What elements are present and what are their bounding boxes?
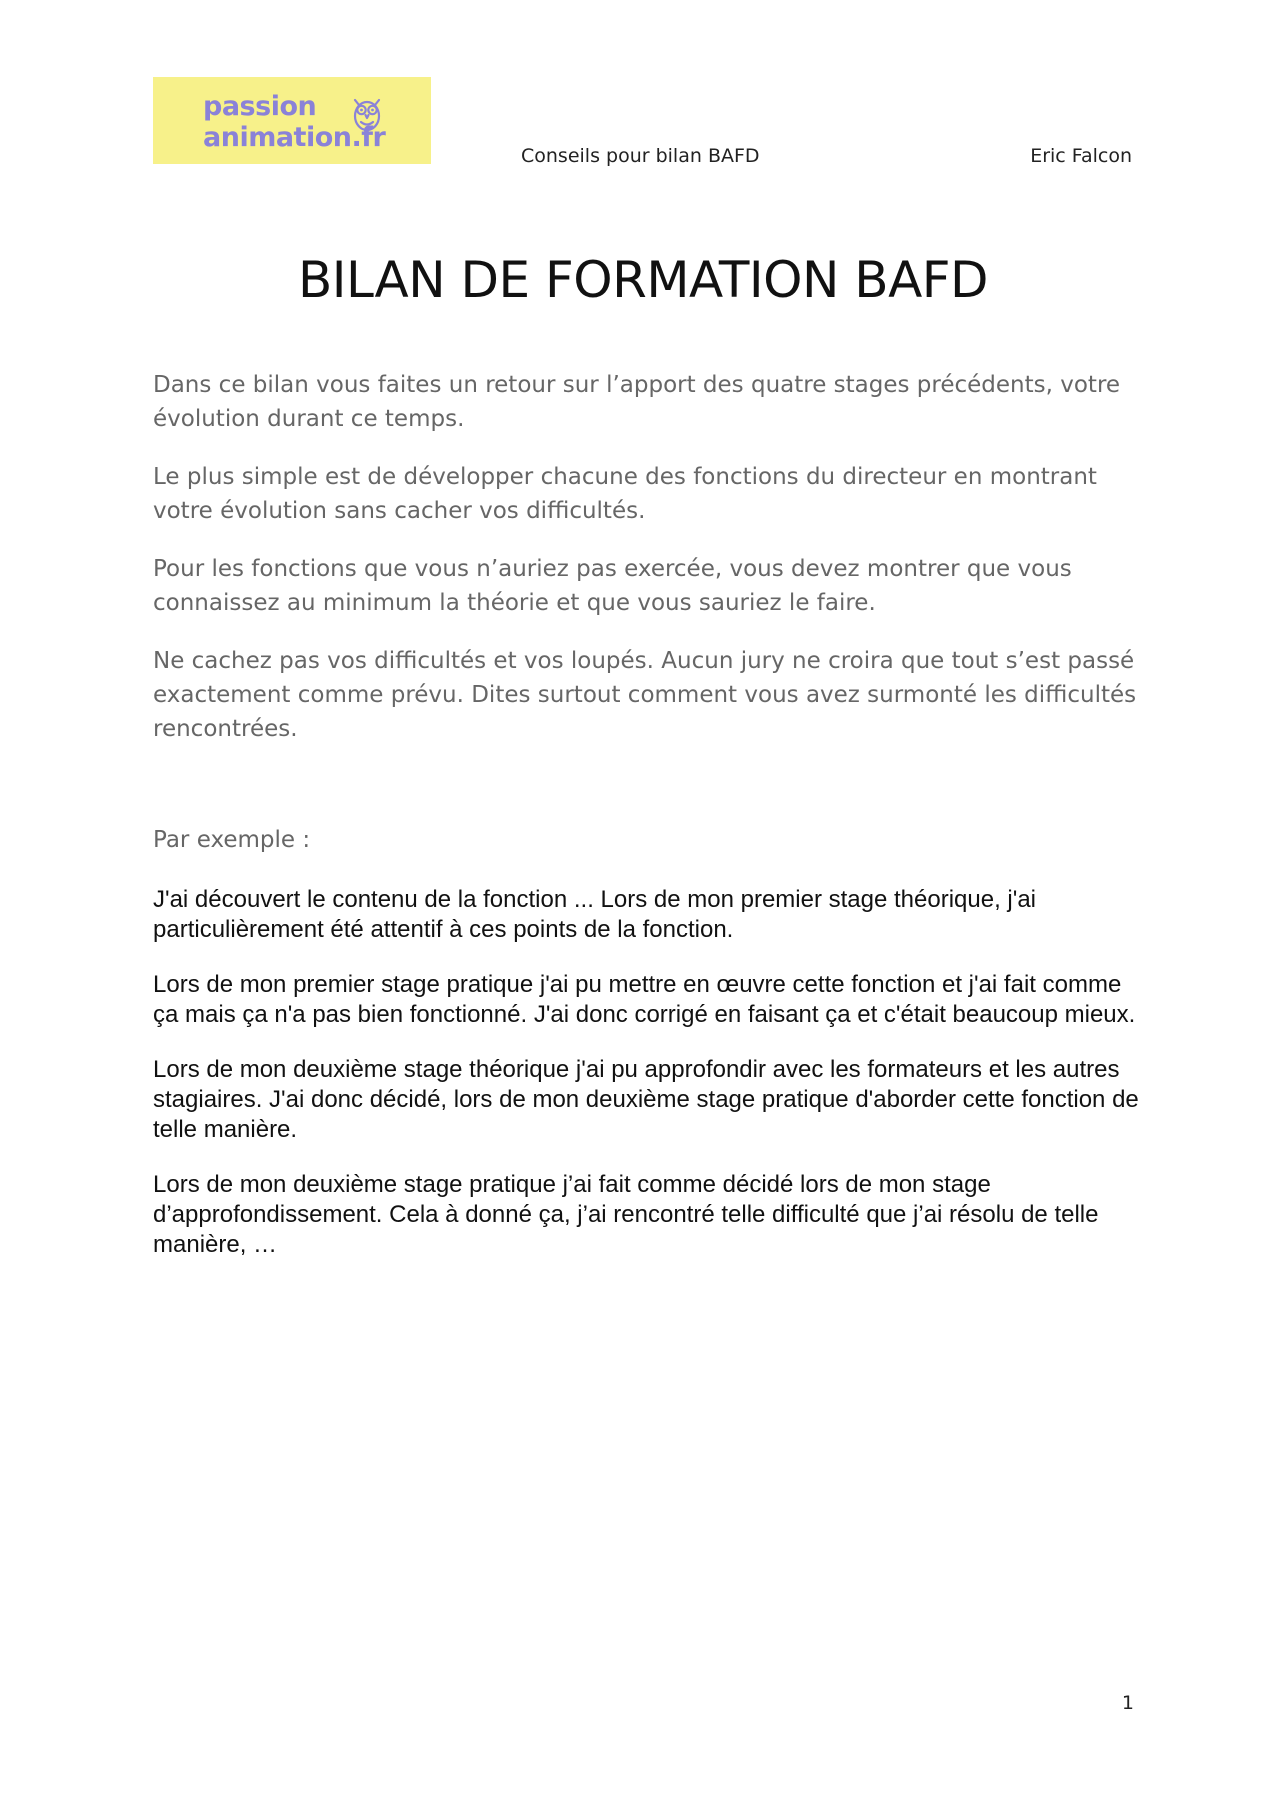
intro-paragraph: Le plus simple est de développer chacune des fonctions du directeur en montrant votre évolution sans cacher vos difficultés. xyxy=(153,464,1097,524)
intro-section xyxy=(153,368,1143,746)
example-paragraph: J'ai découvert le contenu de la fonction ... Lors de mon premier stage théorique, j'ai particulièrement été attentif à ces points de la fonction. xyxy=(153,886,1037,943)
examples-section xyxy=(153,885,1143,1285)
intro-paragraph: Dans ce bilan vous faites un retour sur l’apport des quatre stages précédents, votre évolution durant ce temps. xyxy=(153,372,1121,432)
example-paragraph: Lors de mon deuxième stage théorique j'ai pu approfondir avec les formateurs et les autres stagiaires. J'ai donc décidé, lors de mon deuxième stage pratique d'aborder cette fonction de telle manière. xyxy=(153,1056,1139,1143)
owl-icon xyxy=(349,94,385,134)
logo-text-line2: animation.fr xyxy=(203,122,386,153)
header-title: Conseils pour bilan BAFD xyxy=(521,145,760,167)
example-intro: Par exemple : xyxy=(153,827,311,853)
logo-text-line1: passion xyxy=(203,91,317,122)
header-author: Eric Falcon xyxy=(1030,145,1132,167)
document-title: BILAN DE FORMATION BAFD xyxy=(297,251,989,309)
intro-paragraph: Ne cachez pas vos difficultés et vos loupés. Aucun jury ne croira que tout s’est passé exactement comme prévu. Dites surtout comment vous avez surmonté les difficultés rencontrées. xyxy=(153,648,1137,742)
logo xyxy=(153,77,431,164)
page-number: 1 xyxy=(1121,1692,1134,1714)
example-paragraph: Lors de mon deuxième stage pratique j’ai fait comme décidé lors de mon stage d’approfondissement. Cela à donné ça, j’ai rencontré telle difficulté que j’ai résolu de telle manière, … xyxy=(153,1171,1099,1258)
intro-paragraph: Pour les fonctions que vous n’auriez pas exercée, vous devez montrer que vous connaissez au minimum la théorie et que vous sauriez le faire. xyxy=(153,556,1072,616)
example-paragraph: Lors de mon premier stage pratique j'ai pu mettre en œuvre cette fonction et j'ai fait comme ça mais ça n'a pas bien fonctionné. J'ai donc corrigé en faisant ça et c'était beaucoup mieux. xyxy=(153,971,1136,1028)
